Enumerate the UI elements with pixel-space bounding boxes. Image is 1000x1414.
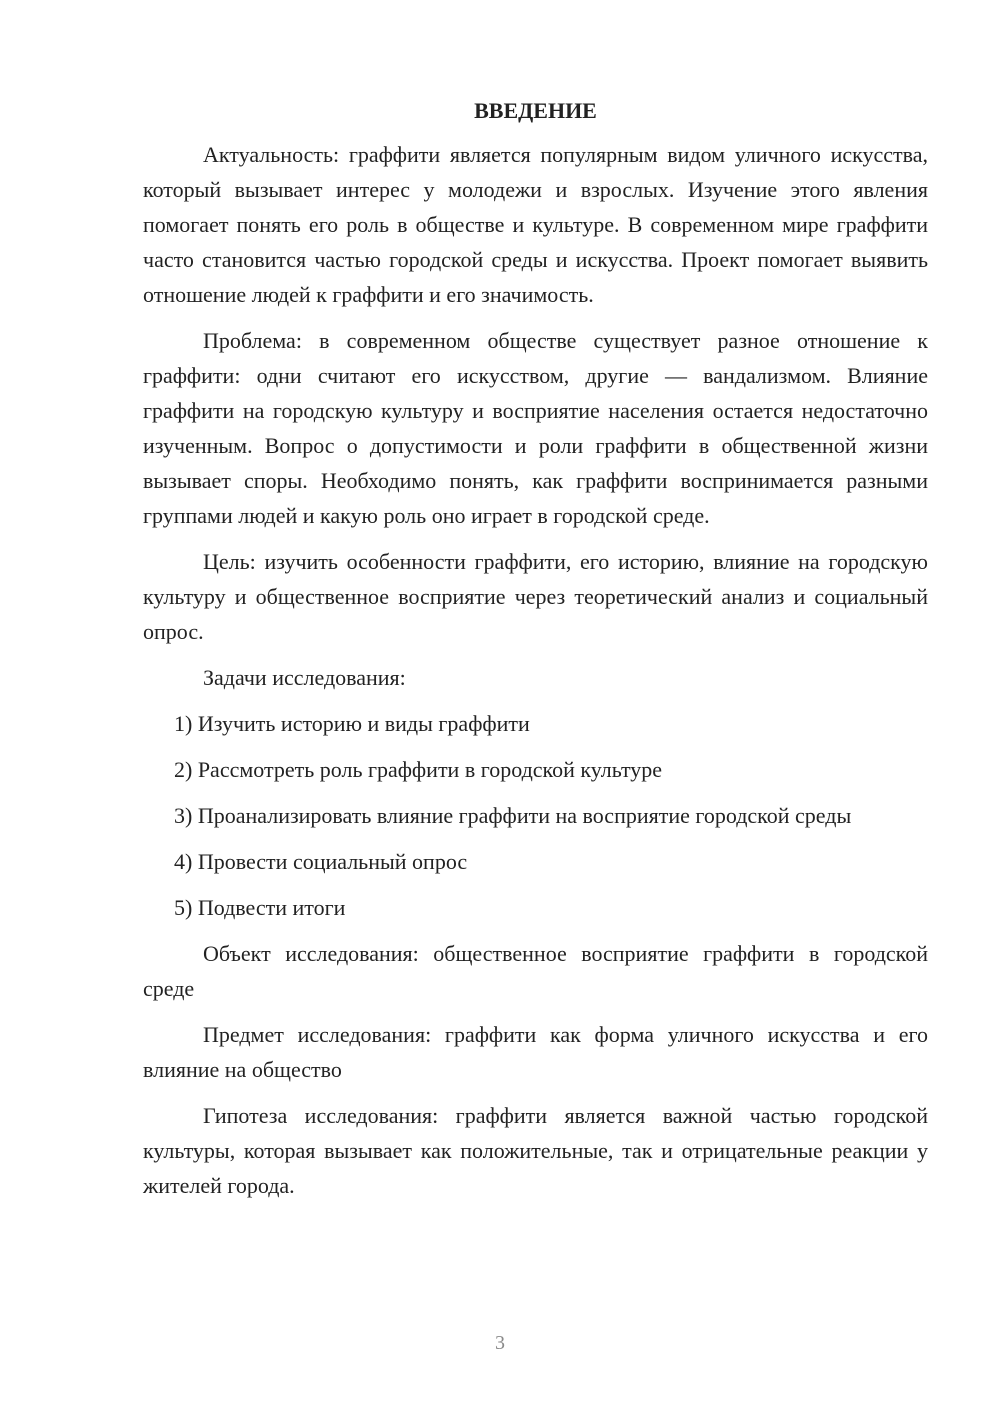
task-item-2: 2) Рассмотреть роль граффити в городской культуре [174,757,663,782]
hypothesis-paragraph: Гипотеза исследования: граффити является важной частью городской культуры, которая вызывает как положительные, так и отрицательные реакции у жителей города. [143,1103,928,1198]
page-number: 3 [495,1332,505,1354]
task-item-1: 1) Изучить историю и виды граффити [174,711,530,736]
relevance-paragraph: Актуальность: граффити является популярным видом уличного искусства, который вызывает интерес у молодежи и взрослых. Изучение этого явления помогает понять его роль в обществе и культуре. В современном мире граффити часто становится частью городской среды и искусства. Проект помогает выявить отношение людей к граффити и его значимость. [143,142,928,307]
task-item-3: 3) Проанализировать влияние граффити на восприятие городской среды [174,803,852,828]
task-item-5: 5) Подвести итоги [174,895,346,920]
object-paragraph: Объект исследования: общественное восприятие граффити в городской среде [143,941,928,1001]
task-item-4: 4) Провести социальный опрос [174,849,468,874]
problem-paragraph: Проблема: в современном обществе существует разное отношение к граффити: одни считают его искусством, другие — вандализмом. Влияние граффити на городскую культуру и восприятие населения остается недостаточно изученным. Вопрос о допустимости и роли граффити в общественной жизни вызывает споры. Необходимо понять, как граффити воспринимается разными группами людей и какую роль оно играет в городской среде. [143,328,928,528]
subject-paragraph: Предмет исследования: граффити как форма уличного искусства и его влияние на общество [143,1022,928,1082]
tasks-title: Задачи исследования: [203,665,406,690]
goal-paragraph: Цель: изучить особенности граффити, его историю, влияние на городскую культуру и общественное восприятие через теоретический анализ и социальный опрос. [143,549,928,644]
section-heading: ВВЕДЕНИЕ [474,98,597,123]
document-page [143,96,928,1214]
